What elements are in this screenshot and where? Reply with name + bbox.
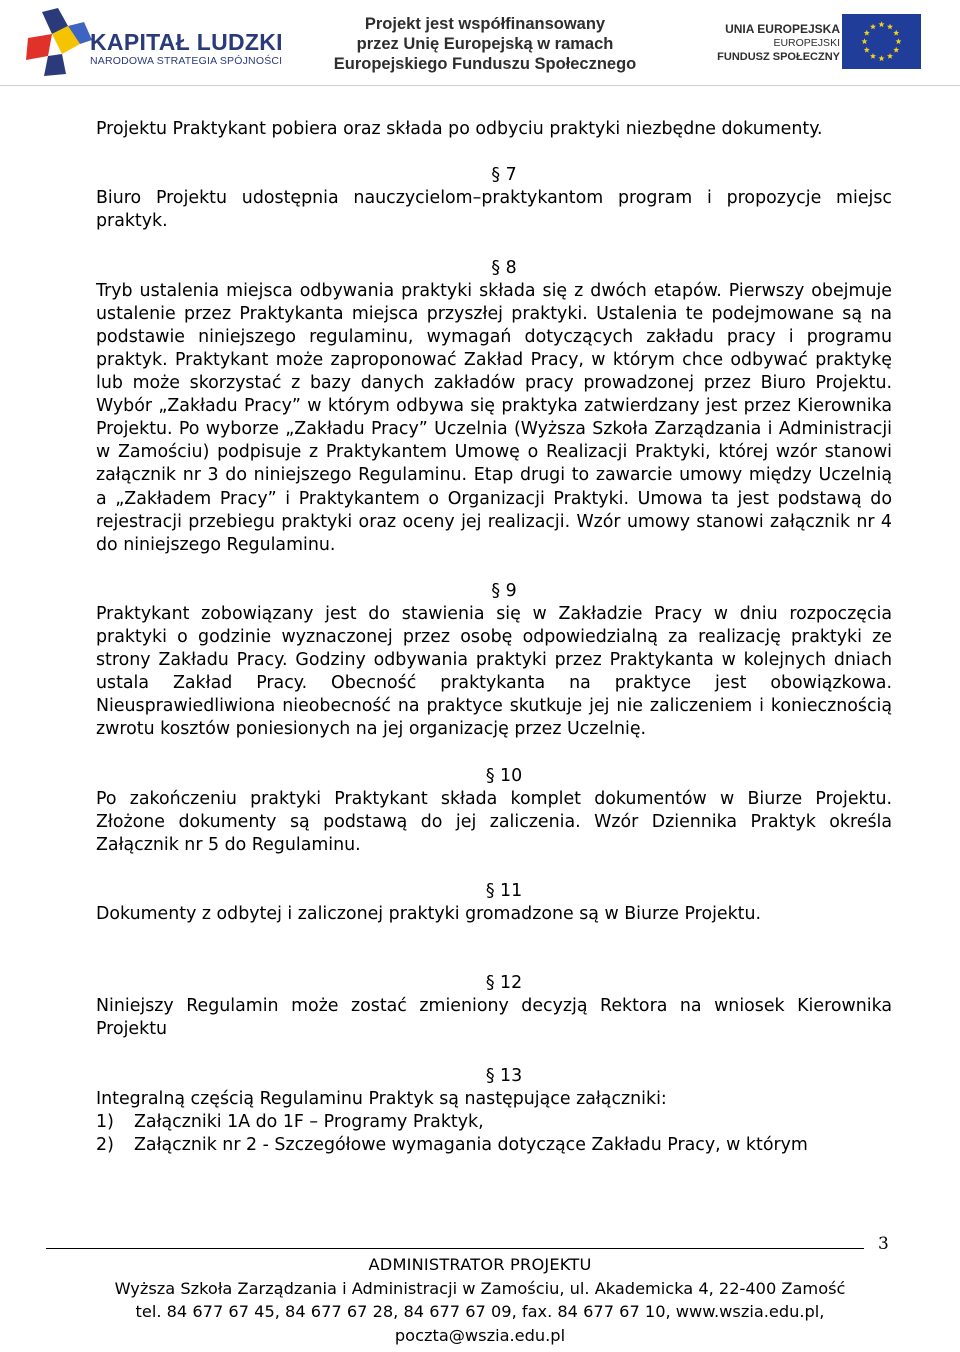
list-item xyxy=(96,1111,892,1134)
eu-label-line-1: UNIA EUROPEJSKA xyxy=(725,22,840,36)
document-body xyxy=(96,118,892,1157)
spacer xyxy=(96,857,892,880)
eu-label xyxy=(712,22,840,64)
cofinancing-line-1: Projekt jest współfinansowany xyxy=(364,15,606,33)
spacer xyxy=(96,926,892,972)
list-item-text: Załączniki 1A do 1F – Programy Praktyk, xyxy=(134,1111,484,1132)
cofinancing-note xyxy=(330,14,640,74)
section-10-heading: § 10 xyxy=(485,765,523,786)
page-number: 3 xyxy=(878,1234,889,1254)
eu-label-line-2: EUROPEJSKI xyxy=(773,37,840,49)
footer-email: poczta@wszia.edu.pl xyxy=(394,1325,566,1345)
section-13-text: Integralną częścią Regulaminu Praktyk są następujące załączniki: xyxy=(96,1088,667,1109)
section-9-text: Praktykant zobowiązany jest do stawienia się w Zakładzie Pracy w dniu rozpoczęcia praktyki o godzinie wyznaczonej przez osobę odpowiedzialną za realizację praktyki ze strony Zakładu Pracy. Godziny odbywania praktyki przez Praktykanta w kolejnych dniach ustala Zakład Pracy. Obecność praktykanta na praktyce jest obowiązkowa. Nieusprawiedliwiona nieobecność na praktyce skutkuje jej nie zaliczeniem i koniecznością zwrotu kosztów poniesionych na jej organizację przez Uczelnię. xyxy=(96,603,892,740)
kapital-ludzki-text xyxy=(90,30,283,68)
section-7-text: Biuro Projektu udostępnia nauczycielom–praktykantom program i propozycje miejsc praktyk. xyxy=(96,188,892,232)
header-divider xyxy=(0,85,960,86)
section-9-heading: § 9 xyxy=(491,580,517,601)
intro-paragraph: Projektu Praktykant pobiera oraz składa po odbyciu praktyki niezbędne dokumenty. xyxy=(96,119,823,139)
attachments-list xyxy=(96,1111,892,1157)
section-12-heading: § 12 xyxy=(485,973,523,994)
spacer xyxy=(96,557,892,580)
cofinancing-line-3: Europejskiego Funduszu Społecznego xyxy=(333,55,637,73)
eu-label-line-3: FUNDUSZ SPOŁECZNY xyxy=(717,51,840,63)
section-7-heading: § 7 xyxy=(491,165,517,186)
list-item xyxy=(96,1134,892,1157)
footer-address: Wyższa Szkoła Zarządzania i Administracji w Zamościu, ul. Akademicka 4, 22-400 Zamość xyxy=(114,1278,846,1298)
section-10-text: Po zakończeniu praktyki Praktykant składa komplet dokumentów w Biurze Projektu. Złożone dokumenty są podstawą do jej zaliczenia. Wzór Dziennika Praktyk określa Załącznik nr 5 do Regulaminu. xyxy=(96,788,892,855)
spacer xyxy=(96,742,892,765)
section-8-text: Tryb ustalenia miejsca odbywania praktyki składa się z dwóch etapów. Pierwszy obejmuje ustalenie przez Praktykanta miejsca przyszłej praktyki. Ustalenia te podejmowane są na podstawie niniejszego regulaminu, wymagań dotyczących zakładu pracy i programu praktyk. Praktykant może zaproponować Zakład Pracy, w którym chce odbywać praktykę lub może skorzystać z bazy danych zakładów pracy prowadzonej przez Biuro Projektu. Wybór „Zakładu Pracy” w którym odbywa się praktyka zatwierdzany jest przez Kierownika Projektu. Po wyborze „Zakładu Pracy” Uczelnia (Wyższa Szkoła Zarządzania i Administracji w Zamościu) podpisuje z Praktykantem Umowę o Realizacji Praktyki, której wzór stanowi załącznik nr 3 do niniejszego Regulaminu. Etap drugi to zawarcie umowy między Uczelnią a „Zakładem Pracy” i Praktykantem o Organizacji Praktyki. Umowa ta jest podstawą do rejestracji przebiegu praktyki oraz oceny jej realizacji. Wzór umowy stanowi załącznik nr 4 do niniejszego Regulaminu. xyxy=(96,280,892,555)
spacer xyxy=(96,1042,892,1065)
kapital-ludzki-subtitle: NARODOWA STRATEGIA SPÓJNOŚCI xyxy=(90,55,283,67)
footer-title: ADMINISTRATOR PROJEKTU xyxy=(368,1255,592,1274)
section-11-text: Dokumenty z odbytej i zaliczonej praktyki gromadzone są w Biurze Projektu. xyxy=(96,904,762,925)
cofinancing-line-2: przez Unię Europejską w ramach xyxy=(356,35,614,53)
footer-contact: tel. 84 677 67 45, 84 677 67 28, 84 677 67 09, fax. 84 677 67 10, www.wszia.edu.pl, xyxy=(135,1302,825,1321)
list-item-text: Załącznik nr 2 - Szczegółowe wymagania dotyczące Zakładu Pracy, w którym xyxy=(134,1134,808,1155)
section-12-text: Niniejszy Regulamin może zostać zmieniony decyzją Rektora na wniosek Kierownika Projektu xyxy=(96,996,892,1040)
eu-flag-icon xyxy=(842,14,921,69)
list-item-number: 2) xyxy=(96,1134,114,1155)
section-8-heading: § 8 xyxy=(491,257,517,278)
section-13-heading: § 13 xyxy=(485,1065,523,1086)
kapital-ludzki-title: KAPITAŁ LUDZKI xyxy=(90,29,283,55)
section-11-heading: § 11 xyxy=(485,881,523,902)
page-footer xyxy=(0,1253,960,1347)
spacer xyxy=(96,141,892,164)
list-item-number: 1) xyxy=(96,1111,114,1132)
footer-divider xyxy=(46,1248,864,1249)
spacer xyxy=(96,233,892,256)
page-header xyxy=(0,0,960,82)
